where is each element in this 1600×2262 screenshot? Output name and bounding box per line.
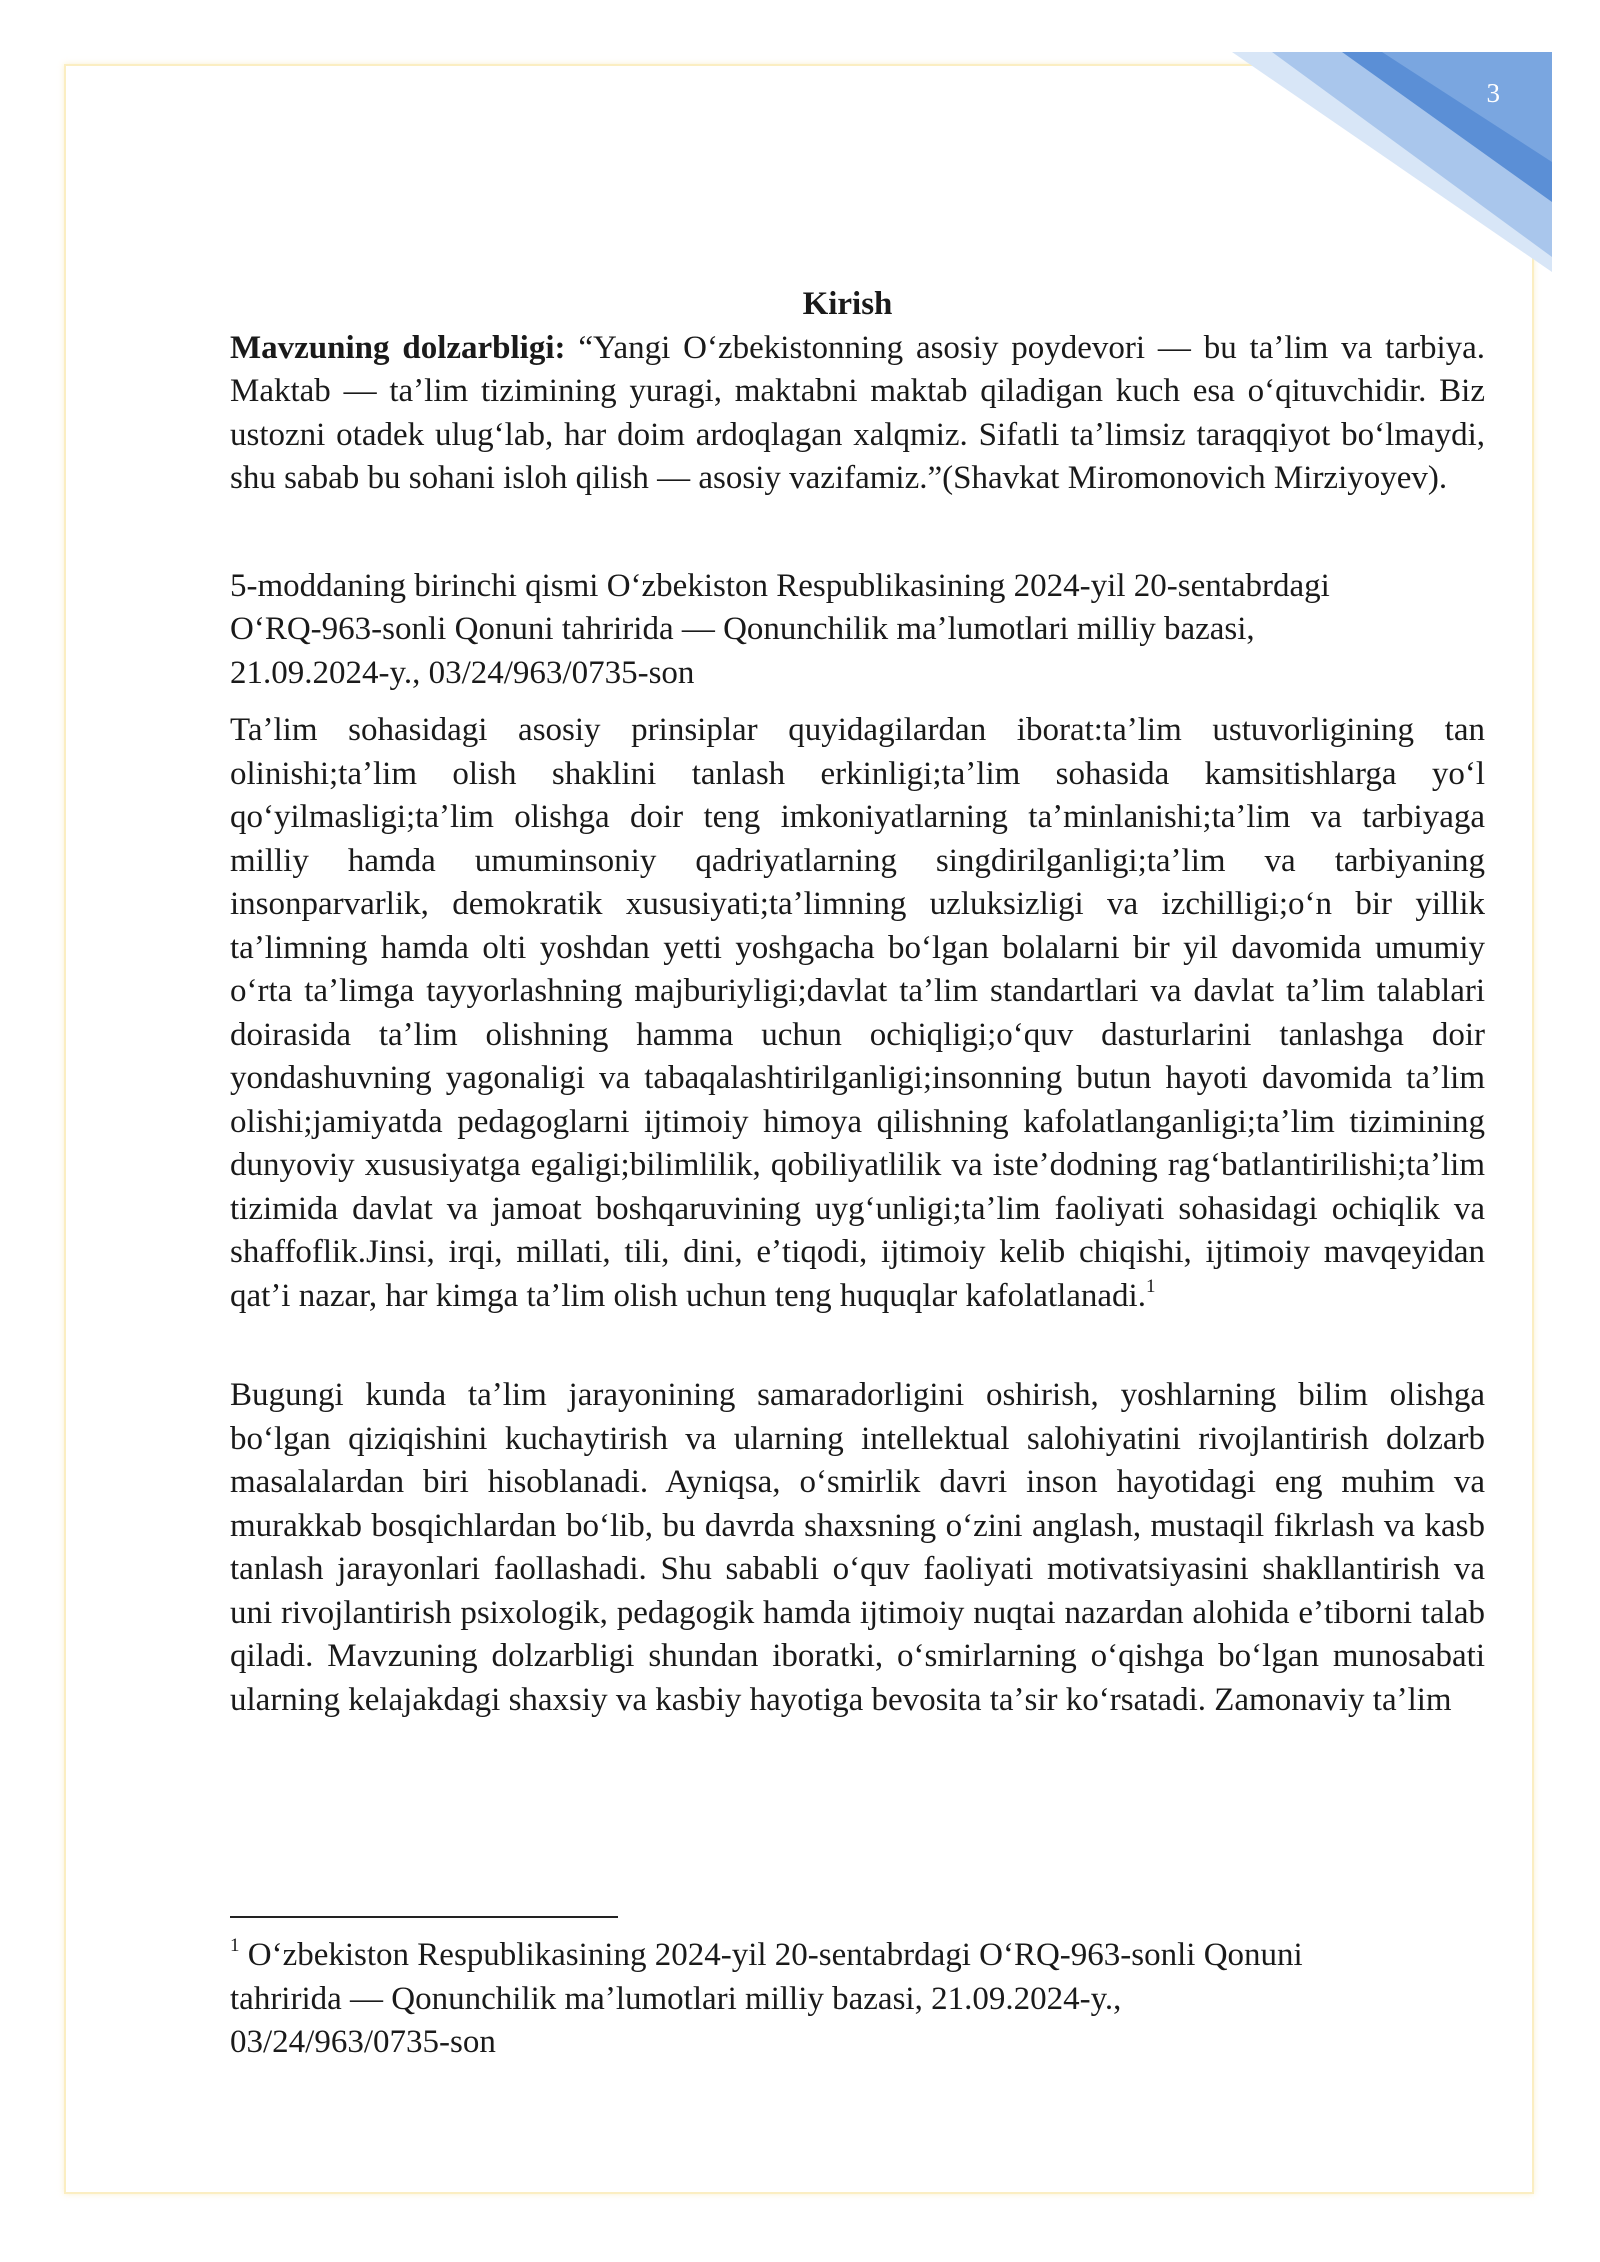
- principles-paragraph: [230, 709, 1485, 1318]
- law-reference-line: 5-moddaning birinchi qismi Oʻzbekiston Respublikasining 2024-yil 20-sentabrdagi: [230, 567, 1330, 604]
- section-heading: Kirish: [802, 286, 893, 322]
- footnote-line: 03/24/963/0735-son: [230, 2024, 496, 2060]
- corner-decoration: [1232, 52, 1552, 272]
- law-reference-line: 21.09.2024-y., 03/24/963/0735-son: [230, 654, 695, 691]
- footnote-separator: [230, 1916, 618, 1918]
- relevance-text: Bugungi kunda taʼlim jarayonining samaradorligini oshirish, yoshlarning bilim olishga boʻlgan qiziqishini kuchaytirish va ularning intellektual salohiyatini rivojlantirish dolzarb masalalardan biri hisoblanadi. Ayniqsa, oʻsmirlik davri inson hayotidagi eng muhim va murakkab bosqichlardan boʻlib, bu davrda shaxsning oʻzini anglash, mustaqil fikrlash va kasb tanlash jarayonlari faollashadi. Shu sababli oʻquv faoliyati motivatsiyasini shakllantirish va uni rivojlantirish psixologik, pedagogik hamda ijtimoiy nuqtai nazardan alohida eʼtiborni talab qiladi. Mavzuning dolzarbligi shundan iboratki, oʻsmirlarning oʻqishga boʻlgan munosabati ularning kelajakdagi shaxsiy va kasbiy hayotiga bevosita taʼsir koʻrsatadi. Zamonaviy taʼlim: [230, 1377, 1485, 1718]
- law-reference-line: OʻRQ-963-sonli Qonuni tahririda — Qonunchilik maʼlumotlari milliy bazasi,: [230, 611, 1255, 647]
- document-body: [230, 283, 1485, 1722]
- principles-text: Taʼlim sohasidagi asosiy prinsiplar quyidagilardan iborat:taʼlim ustuvorligining tan olinishi;taʼlim olish shaklini tanlash erkinligi;taʼlim sohasida kamsitishlarga yoʻl qoʻyilmasligi;taʼlim olishga doir teng imkoniyatlarning taʼminlanishi;taʼlim va tarbiyaga milliy hamda umuminsoniy qadriyatlarning singdirilganligi;taʼlim va tarbiyaning insonparvarlik, demokratik xususiyati;taʼlimning uzluksizligi va izchilligi;oʻn bir yillik taʼlimning hamda olti yoshdan yetti yoshgacha boʻlgan bolalarni bir yil davomida umumiy oʻrta taʼlimga tayyorlashning majburiyligi;davlat taʼlim standartlari va davlat taʼlim talablari doirasida taʼlim olishning hamma uchun ochiqligi;oʻquv dasturlarini tanlashga doir yondashuvning yagonaligi va tabaqalashtirilganligi;insonning butun hayoti davomida taʼlim olishi;jamiyatda pedagoglarni ijtimoiy himoya qilishning kafolatlanganligi;taʼlim tizimining dunyoviy xususiyatga egaligi;bilimlilik, qobiliyatlilik va isteʼdodning ragʻbatlantirilishi;taʼlim tizimida davlat va jamoat boshqaruvining uygʻunligi;taʼlim faoliyati sohasidagi ochiqlik va shaffoflik.Jinsi, irqi, millati, tili, dini, eʼtiqodi, ijtimoiy kelib chiqishi, ijtimoiy mavqeyidan qatʼi nazar, har kimga taʼlim olish uchun teng huquqlar kafolatlanadi.: [230, 712, 1485, 1314]
- relevance-paragraph: [230, 1374, 1485, 1722]
- page-number: 3: [1486, 78, 1500, 108]
- footnote-mark: 1: [230, 1935, 240, 1956]
- footnote: [230, 1934, 1485, 2065]
- footnote-line: Oʻzbekiston Respublikasining 2024-yil 20-sentabrdagi OʻRQ-963-sonli Qonuni: [247, 1937, 1303, 1973]
- intro-paragraph: [230, 327, 1485, 501]
- footnote-reference[interactable]: 1: [1145, 1275, 1156, 1297]
- footnote-line: tahririda — Qonunchilik maʼlumotlari milliy bazasi, 21.09.2024-y.,: [230, 1980, 1122, 2017]
- intro-quote: “Yangi Oʻzbekistonning asosiy poydevori — bu taʼlim va tarbiya. Maktab — taʼlim tizimining yuragi, maktabni maktab qiladigan kuch esa oʻqituvchidir. Biz ustozni otadek ulugʻlab, har doim ardoqlagan xalqmiz. Sifatli taʼlimsiz taraqqiyot boʻlmaydi, shu sabab bu sohani isloh qilish — asosiy vazifamiz.”(Shavkat Miromonovich Mirziyoyev).: [230, 329, 1486, 496]
- intro-label: Mavzuning dolzarbligi:: [230, 329, 566, 366]
- law-reference-paragraph: [230, 565, 1485, 696]
